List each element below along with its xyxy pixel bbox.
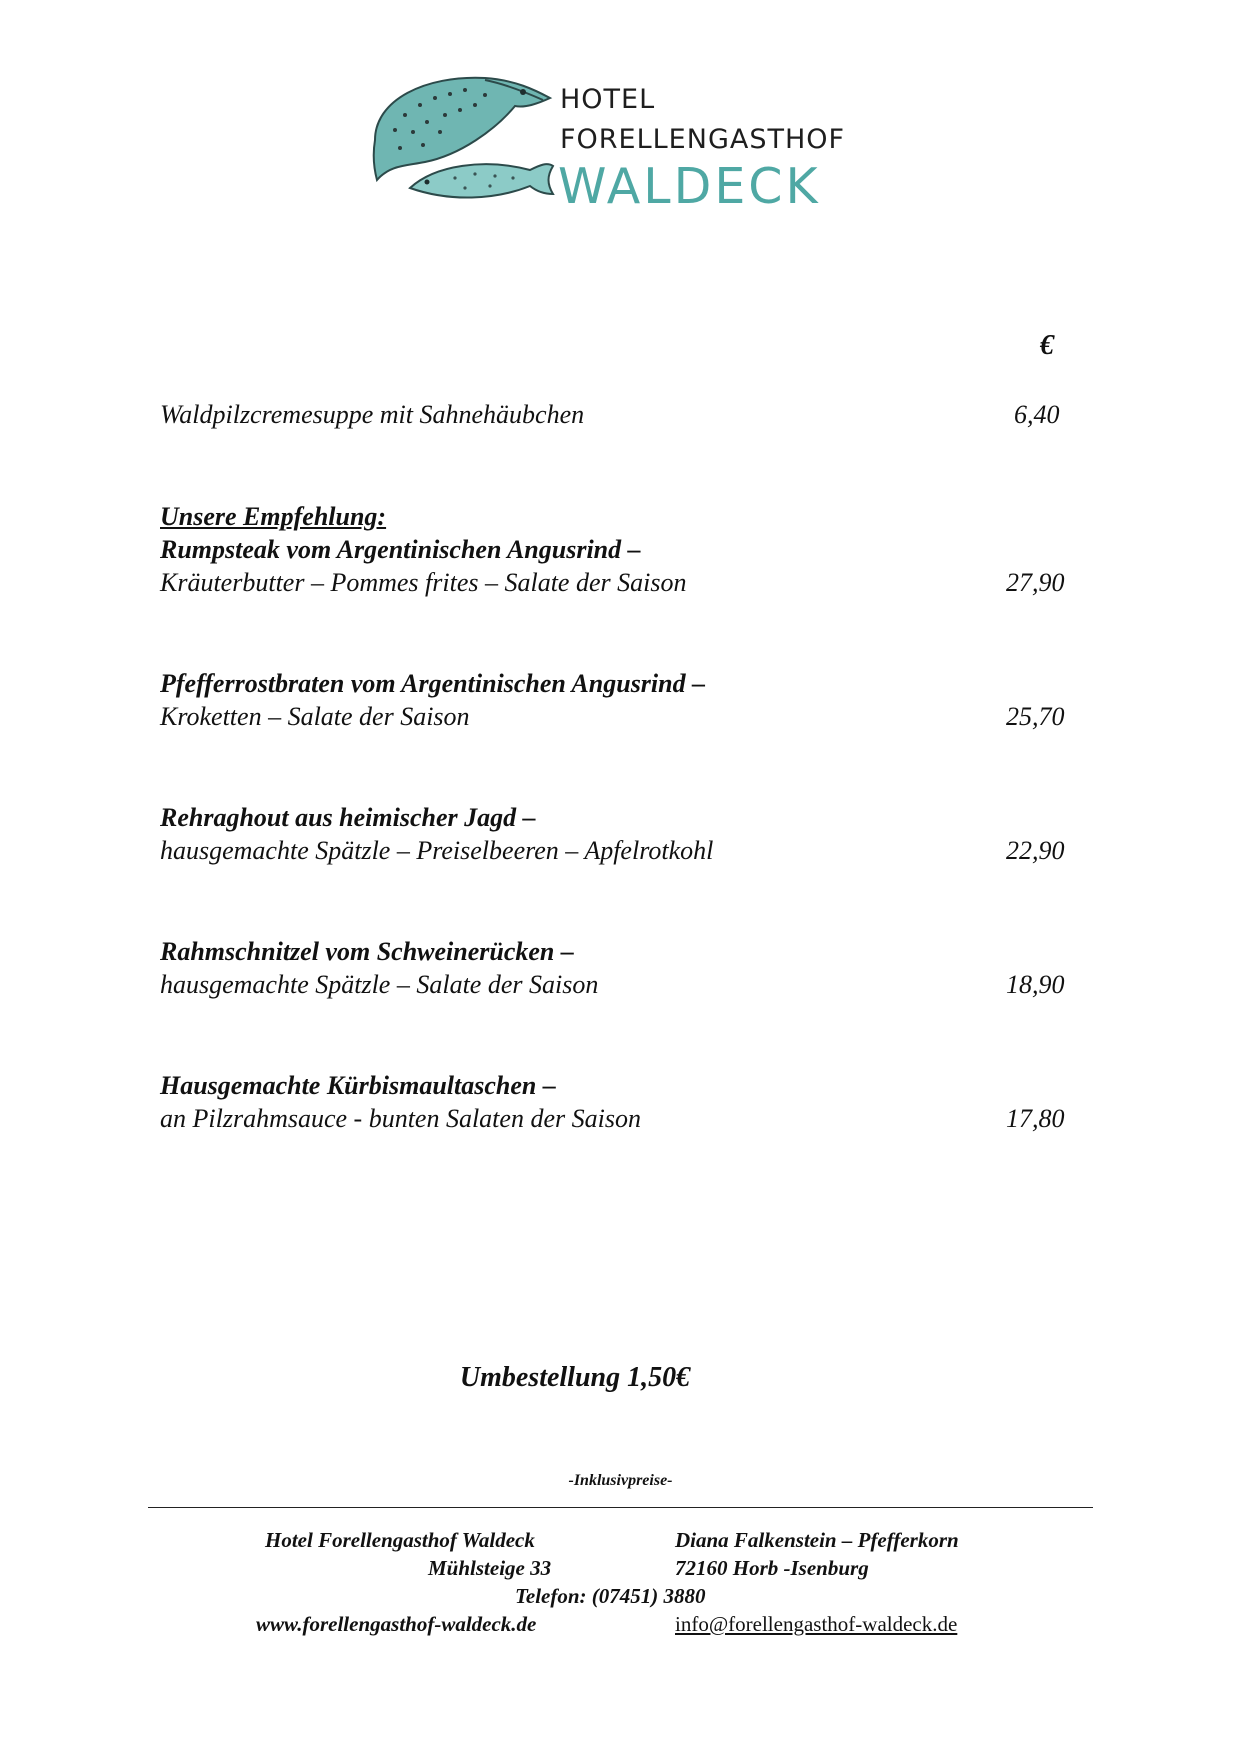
- menu-item-price: 25,70: [1006, 702, 1065, 731]
- currency-symbol: €: [1040, 330, 1054, 361]
- menu-item-sides: Kräuterbutter – Pommes frites – Salate der Saison: [160, 568, 687, 597]
- footer-city: 72160 Horb -Isenburg: [675, 1556, 869, 1580]
- menu-item-sides: an Pilzrahmsauce - bunten Salaten der Saison: [160, 1104, 641, 1133]
- menu-item-price: 27,90: [1006, 568, 1065, 597]
- recommendation-heading: Unsere Empfehlung:: [160, 502, 387, 531]
- inklusivpreise-note: -Inklusivpreise-: [568, 1472, 673, 1489]
- soup-price: 6,40: [1014, 400, 1060, 429]
- menu-item-price: 22,90: [1006, 836, 1065, 865]
- menu-item-title: Pfefferrostbraten vom Argentinischen Angusrind –: [160, 669, 706, 698]
- footer-website[interactable]: www.forellengasthof-waldeck.de: [256, 1612, 537, 1636]
- footer-phone: Telefon: (07451) 3880: [515, 1584, 706, 1608]
- logo-text-forellengasthof: FORELLENGASTHOF: [560, 124, 846, 155]
- menu-item-price: 18,90: [1006, 970, 1065, 999]
- logo-text-hotel: HOTEL: [560, 84, 656, 115]
- menu-item-sides: hausgemachte Spätzle – Preiselbeeren – Apfelrotkohl: [160, 836, 714, 865]
- umbestellung-note: Umbestellung 1,50€: [459, 1362, 691, 1393]
- footer-owner: Diana Falkenstein – Pfefferkorn: [675, 1528, 959, 1552]
- hotel-logo: [365, 70, 885, 215]
- footer-street: Mühlsteige 33: [428, 1556, 552, 1580]
- footer-divider: [148, 1507, 1093, 1508]
- footer-email-link[interactable]: info@forellengasthof-waldeck.de: [675, 1612, 958, 1636]
- menu-item-price: 17,80: [1006, 1104, 1065, 1133]
- soup-name: Waldpilzcremesuppe mit Sahnehäubchen: [160, 400, 585, 429]
- menu-item-title: Rehraghout aus heimischer Jagd –: [160, 803, 536, 832]
- menu-item-title: Hausgemachte Kürbismaultaschen –: [160, 1071, 556, 1100]
- footer-hotel-name: Hotel Forellengasthof Waldeck: [265, 1528, 535, 1552]
- menu-item-sides: hausgemachte Spätzle – Salate der Saison: [160, 970, 599, 999]
- menu-item-sides: Kroketten – Salate der Saison: [160, 702, 470, 731]
- trout-fish-icon: [365, 70, 555, 215]
- menu-item-title: Rumpsteak vom Argentinischen Angusrind –: [160, 535, 641, 564]
- menu-item-title: Rahmschnitzel vom Schweinerücken –: [160, 937, 574, 966]
- logo-text-waldeck: WALDECK: [558, 158, 821, 215]
